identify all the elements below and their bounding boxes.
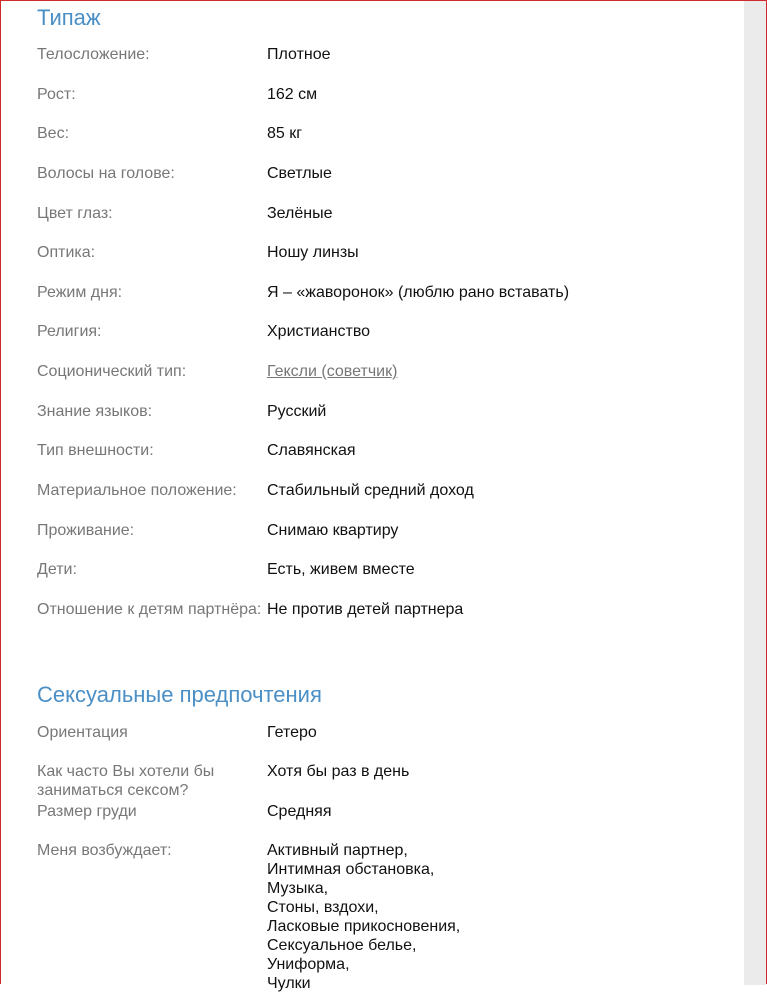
row-value: 162 см [267,86,318,103]
row-label: Знание языков: [37,403,153,420]
row-label: Меня возбуждает: [37,842,172,859]
row-label-line: Как часто Вы хотели бы [37,763,215,780]
row-label: Рост: [37,86,76,103]
row-value: Не против детей партнера [267,601,464,618]
socionic-type-link[interactable]: Гексли (советчик) [267,363,398,380]
row-label: Размер груди [37,803,137,820]
list-item: Музыка, [267,880,329,897]
row-value: Светлые [267,165,332,182]
row-label: Телосложение: [37,46,150,63]
row-label: Оптика: [37,244,96,261]
row-label: Соционический тип: [37,363,187,380]
row-label: Проживание: [37,522,135,539]
row-label: Отношение к детям партнёра: [37,601,262,618]
row-value: Плотное [267,46,331,63]
row-label-line: заниматься сексом? [37,782,189,799]
row-value: Я – «жаворонок» (люблю рано вставать) [267,284,570,301]
row-value: 85 кг [267,125,303,142]
row-value: Средняя [267,803,332,820]
list-item: Интимная обстановка, [267,861,435,878]
row-value: Гетеро [267,724,317,741]
section-title-tipazh: Типаж [37,5,101,30]
row-label: Цвет глаз: [37,205,113,222]
row-value: Зелёные [267,205,333,222]
row-value: Русский [267,403,327,420]
row-value: Славянская [267,442,356,459]
row-label [37,762,262,800]
row-label: Вес: [37,125,70,142]
row-value: Есть, живем вместе [267,561,415,578]
row-label: Религия: [37,323,102,340]
row-label: Ориентация [37,724,128,741]
row-value: Стабильный средний доход [267,482,474,499]
scrollbar-track[interactable] [744,1,766,985]
row-value: Ношу линзы [267,244,359,261]
section-title-sexual: Сексуальные предпочтения [37,682,322,707]
row-value: Хотя бы раз в день [267,763,410,780]
row-label: Тип внешности: [37,442,154,459]
list-item: Униформа, [267,956,350,973]
row-value: Снимаю квартиру [267,522,399,539]
row-value: Христианство [267,323,371,340]
row-label: Дети: [37,561,77,578]
row-label: Материальное положение: [37,482,237,499]
list-item: Ласковые прикосновения, [267,918,461,935]
row-label: Режим дня: [37,284,123,301]
list-item: Чулки [267,975,311,992]
list-item: Активный партнер, [267,842,408,859]
arousal-list [267,841,727,993]
row-label: Волосы на голове: [37,165,175,182]
list-item: Сексуальное белье, [267,937,417,954]
list-item: Стоны, вздохи, [267,899,379,916]
